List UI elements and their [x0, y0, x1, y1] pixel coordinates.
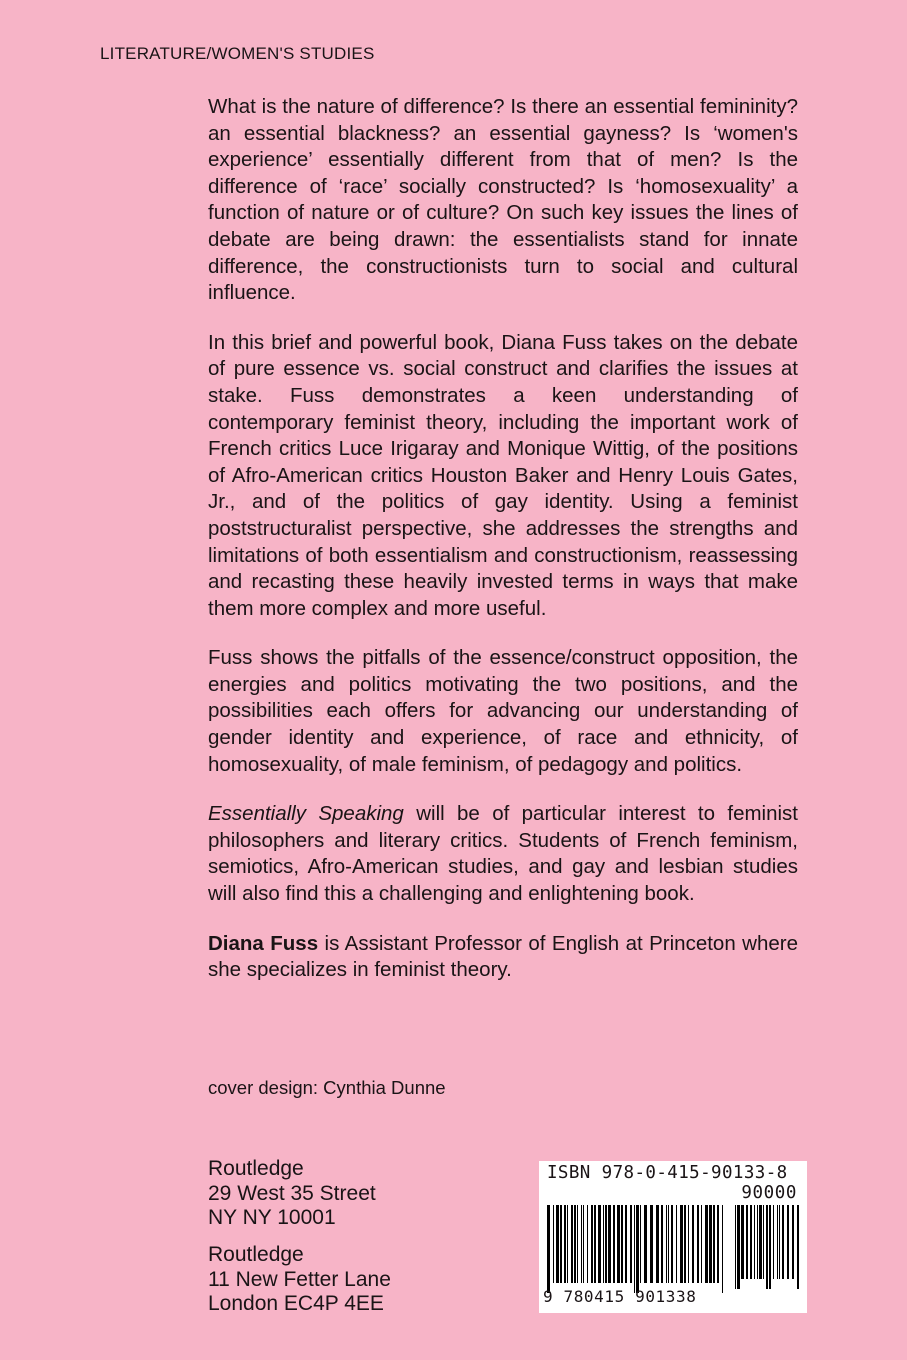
blurb-paragraph-3: Fuss shows the pitfalls of the essence/construct opposition, the energies and politics motivating the two positions, and the possibilities each offers for advancing our understanding of gender identity and experience, of race and ethnicity, of homosexuality, of male feminism, of pedagogy and politics.: [208, 646, 798, 776]
barcode-bar: [630, 1205, 632, 1283]
blurb-text: [208, 94, 798, 984]
street-line: 11 New Fetter Lane: [208, 1267, 391, 1291]
barcode-bar: [608, 1205, 611, 1283]
barcode-bar: [737, 1205, 740, 1289]
barcode-bar: [676, 1205, 677, 1283]
city-line: NY NY 10001: [208, 1206, 336, 1229]
publisher-address-london: [208, 1243, 391, 1317]
ean-barcode-bars: [547, 1205, 725, 1293]
barcode-bar: [779, 1205, 780, 1279]
barcode-bar: [692, 1205, 694, 1283]
city-line: London EC4P 4EE: [208, 1292, 384, 1315]
book-title: Essentially Speaking: [208, 802, 404, 826]
publisher-name: Routledge: [208, 1157, 304, 1180]
barcode-bar: [553, 1205, 554, 1283]
publisher-address-ny: [208, 1157, 376, 1231]
barcode-bar: [560, 1205, 562, 1283]
barcode-bar: [556, 1205, 559, 1283]
barcode-bar: [773, 1205, 774, 1279]
barcode-bar: [621, 1205, 623, 1283]
barcode-bar: [688, 1205, 689, 1283]
barcode-bar: [750, 1205, 752, 1279]
barcode-bar: [746, 1205, 748, 1279]
barcode-bar: [650, 1205, 653, 1283]
barcode-bar: [705, 1205, 708, 1283]
barcode-bar: [583, 1205, 584, 1283]
barcode-bar: [656, 1205, 659, 1283]
barcode-bar: [741, 1205, 744, 1279]
barcode-bar: [769, 1205, 771, 1289]
barcode-bar: [605, 1205, 607, 1283]
blurb-paragraph-1: What is the nature of difference? Is there an essential femininity? an essential blackness? an essential gayness? Is ‘women's experience’ essentially different from that of men? Is the difference of ‘race’ socially constructed? Is ‘homosexuality’ a function of nature or of culture? On such key issues the lines of debate are being drawn: the essentialists stand for innate difference, the constructionists turn to social and cultural influence.: [208, 95, 798, 305]
barcode-bar: [754, 1205, 755, 1279]
barcode-bar: [735, 1205, 736, 1289]
barcode-bar: [571, 1205, 573, 1283]
barcode-bar: [671, 1205, 673, 1283]
barcode-bar: [603, 1205, 604, 1283]
barcode-bar: [792, 1205, 794, 1279]
barcode-bar: [634, 1205, 635, 1293]
barcode-bar: [666, 1205, 667, 1283]
barcode-bar: [763, 1205, 764, 1279]
barcode-bar: [766, 1205, 768, 1289]
blurb-paragraph-4-rest: will be of particular interest to feminist philosophers and literary critics. Students of French feminism, semiotics, Afro-American studies, and gay and lesbian studies will also find this a challenging and enlightening book.: [208, 802, 799, 906]
barcode-bar: [640, 1205, 641, 1283]
ean-digits: 9 780415 901338: [543, 1287, 697, 1306]
barcode-bar: [644, 1205, 647, 1283]
barcode-bar: [574, 1205, 576, 1283]
barcode-bar: [668, 1205, 669, 1283]
barcode-bar: [680, 1205, 683, 1283]
barcode-bar: [782, 1205, 784, 1279]
street-line: 29 West 35 Street: [208, 1181, 376, 1205]
barcode-bar: [577, 1205, 578, 1283]
addon-barcode-bars: [735, 1205, 799, 1289]
author-bio-rest: is Assistant Professor of English at Princeton where she specializes in feminist theory.: [208, 931, 798, 982]
author-bio: [208, 931, 798, 984]
barcode-bar: [613, 1205, 615, 1283]
blurb-paragraph-4: [208, 801, 798, 907]
price-code: 90000: [741, 1183, 797, 1203]
barcode-bar: [777, 1205, 778, 1279]
barcode-bar: [567, 1205, 568, 1283]
barcode-bar: [684, 1205, 686, 1283]
barcode-bar: [701, 1205, 702, 1283]
barcode-bar: [591, 1205, 593, 1283]
barcode-bar: [625, 1205, 627, 1283]
barcode-bar: [757, 1205, 758, 1279]
barcode-bar: [709, 1205, 712, 1283]
barcode-bar: [594, 1205, 596, 1283]
barcode-bar: [564, 1205, 566, 1283]
barcode-bar: [697, 1205, 699, 1283]
isbn-barcode: [539, 1161, 807, 1313]
barcode-bar: [759, 1205, 762, 1279]
barcode-bar: [713, 1205, 715, 1283]
barcode-bar: [661, 1205, 663, 1283]
barcode-bar: [617, 1205, 620, 1283]
barcode-bar: [587, 1205, 588, 1283]
barcode-bar: [717, 1205, 719, 1283]
isbn-number: ISBN 978-0-415-90133-8: [547, 1163, 788, 1183]
category-label: LITERATURE/WOMEN'S STUDIES: [100, 44, 375, 63]
cover-design-credit: cover design: Cynthia Dunne: [208, 1077, 446, 1098]
blurb-paragraph-2: In this brief and powerful book, Diana Fuss takes on the debate of pure essence vs. social construct and clarifies the issues at stake. Fuss demonstrates a keen understanding of contemporary feminist theory, including the important work of French critics Luce Irigaray and Monique Wittig, of the positions of Afro-American critics Houston Baker and Henry Louis Gates, Jr., and of the politics of gay identity. Using a feminist poststructuralist perspective, she addresses the strengths and limitations of both essentialism and constructionism, reassessing and recasting these heavily invested terms in ways that make them more complex and more useful.: [208, 330, 798, 620]
barcode-bar: [797, 1205, 799, 1289]
publisher-name: Routledge: [208, 1243, 304, 1266]
barcode-bar: [598, 1205, 601, 1283]
barcode-bar: [722, 1205, 723, 1293]
barcode-bar: [581, 1205, 582, 1283]
barcode-bar: [547, 1205, 550, 1293]
author-name: Diana Fuss: [208, 931, 319, 955]
barcode-bar: [636, 1205, 639, 1293]
barcode-bar: [787, 1205, 789, 1279]
